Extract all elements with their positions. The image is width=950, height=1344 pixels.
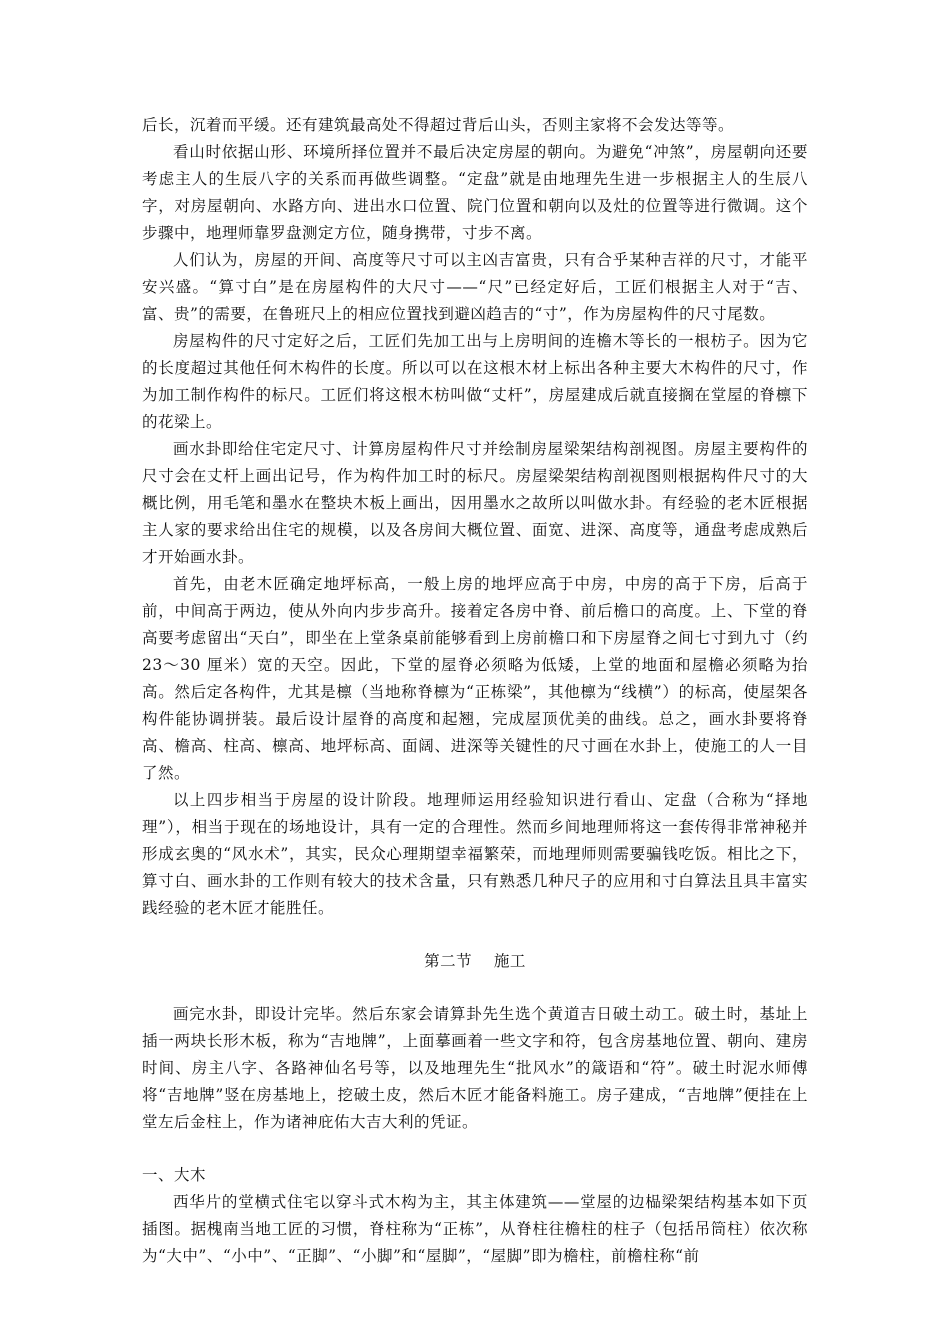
paragraph-jidipai: 画完水卦，即设计完毕。然后东家会请算卦先生选个黄道吉日破土动工。破土时，基址上插一两块长形木板，称为“吉地牌”，上面摹画着一些文字和符，包含房基地位置、朝向、建房时间、房主八字、各路神仙名号等，以及地理先生“批风水”的箴语和“符”。破土时泥水师傅将“吉地牌”竖在房基地上，挖破土皮，然后木匠才能备料施工。房子建成，“吉地牌”便挂在上堂左后金柱上，作为诸神庇佑大吉大利的凭证。 (142, 1005, 808, 1131)
paragraph-continuation: 后长，沉着而平缓。还有建筑最高处不得超过背后山头，否则主家将不会发达等等。 (142, 116, 735, 134)
section-number: 第二节 (424, 952, 473, 970)
paragraph-damu: 西华片的堂横式住宅以穿斗式木构为主，其主体建筑——堂屋的边榀梁架结构基本如下页插图。据槐南当地工匠的习惯，脊柱称为“正栋”，从脊柱往檐柱的柱子（包括吊筒柱）依次称为“大中”、“小中”、“正脚”、“小脚”和“屋脚”，“屋脚”即为檐柱，前檐柱称“前 (142, 1193, 808, 1265)
paragraph-zhanggan: 房屋构件的尺寸定好之后，工匠们先加工出与上房明间的连檐木等长的一根枋子。因为它的长度超过其他任何木构件的长度。所以可以在这根木材上标出各种主要大木构件的尺寸，作为加工制作构件的标尺。工匠们将这根木枋叫做“丈杆”，房屋建成后就直接搁在堂屋的脊檩下的花梁上。 (142, 332, 808, 431)
document-page (142, 112, 808, 1270)
subheading-damu: 一、大木 (142, 1166, 207, 1184)
paragraph-design-stage: 以上四步相当于房屋的设计阶段。地理师运用经验知识进行看山、定盘（合称为“择地理”），相当于现在的场地设计，具有一定的合理性。然而乡间地理师将这一套传得非常神秘并形成玄奥的“风水术”，其实，民众心理期望幸福繁荣，而地理师则需要骗钱吃饭。相比之下，算寸白、画水卦的工作则有较大的技术含量，只有熟悉几种尺子的应用和寸白算法且具丰富实践经验的老木匠才能胜任。 (142, 791, 808, 917)
paragraph-suancunbai: 人们认为，房屋的开间、高度等尺寸可以主凶吉富贵，只有合乎某种吉祥的尺寸，才能平安兴盛。“算寸白”是在房屋构件的大尺寸——“尺”已经定好后，工匠们根据主人对于“吉、富、贵”的需要，在鲁班尺上的相应位置找到避凶趋吉的“寸”，作为房屋构件的尺寸尾数。 (142, 251, 808, 323)
paragraph-kanshan: 看山时依据山形、环境所择位置并不最后决定房屋的朝向。为避免“冲煞”，房屋朝向还要考虑主人的生辰八字的关系而再做些调整。“定盘”就是由地理先生进一步根据主人的生辰八字，对房屋朝向、水路方向、进出水口位置、院门位置和朝向以及灶的位置等进行微调。这个步骤中，地理师靠罗盘测定方位，随身携带，寸步不离。 (142, 143, 808, 242)
paragraph-dipingbiaogao: 首先，由老木匠确定地坪标高，一般上房的地坪应高于中房，中房的高于下房，后高于前，中间高于两边，使从外向内步步高升。接着定各房中脊、前后檐口的高度。上、下堂的脊高要考虑留出“天白”，即坐在上堂条桌前能够看到上房前檐口和下房屋脊之间七寸到九寸（约 23～30 厘米）宽的天空。因此，下堂的屋脊必须略为低矮，上堂的地面和屋檐必须略为抬高。然后定各构件，尤其是檩（当地称脊檩为“正栋梁”，其他檩为“线横”）的标高，使屋架各构件能协调拼装。最后设计屋脊的高度和起翘，完成屋顶优美的曲线。总之，画水卦要将脊高、檐高、柱高、檩高、地坪标高、面阔、进深等关键性的尺寸画在水卦上，使施工的人一目了然。 (142, 575, 808, 782)
section-title-text: 施工 (493, 952, 526, 970)
paragraph-huashuigua: 画水卦即给住宅定尺寸、计算房屋构件尺寸并绘制房屋梁架结构剖视图。房屋主要构件的尺寸会在丈杆上画出记号，作为构件加工时的标尺。房屋梁架结构剖视图则根据构件尺寸的大概比例，用毛笔和墨水在整块木板上画出，因用墨水之故所以叫做水卦。有经验的老木匠根据主人家的要求给出住宅的规模，以及各房间大概位置、面宽、进深、高度等，通盘考虑成熟后才开始画水卦。 (142, 440, 808, 566)
section-heading (142, 948, 808, 975)
